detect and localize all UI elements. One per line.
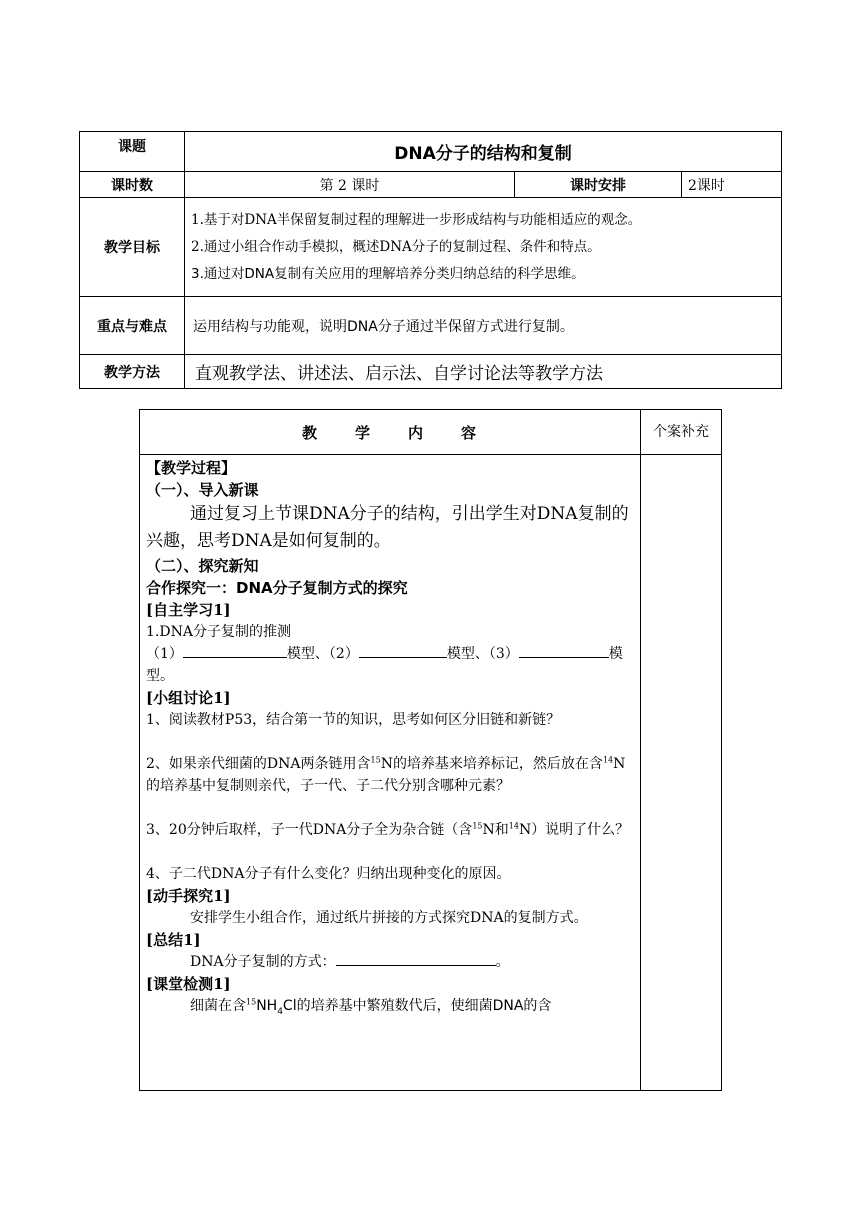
group-discussion-title: [小组讨论1] (146, 689, 231, 707)
topic-value: DNA分子的结构和复制 (185, 132, 782, 172)
test-title: [课堂检测1] (146, 975, 231, 993)
blank-line (359, 643, 447, 658)
blank-line (336, 951, 496, 966)
test-text: 细菌在含$^{15}NH_4Cl$的培养基中繁殖数代后，使细菌DNA的含 (190, 997, 552, 1017)
supplement-cell (641, 455, 722, 1091)
model-fill-in-end: 型。 (146, 668, 174, 684)
part2-title: （二）、探究新知 (146, 557, 259, 575)
hands-on-title: [动手探究1] (146, 887, 231, 905)
coop-title: 合作探究一：DNA分子复制方式的探究 (146, 579, 408, 597)
part1-text: 通过复习上节课DNA分子的结构，引出学生对DNA复制的兴趣，思考DNA是如何复制的。 (146, 504, 629, 551)
teaching-content-table (139, 409, 722, 1091)
process-title: 【教学过程】 (146, 459, 237, 477)
goal-item: 1.基于对DNA半保留复制过程的理解进一步形成结构与功能相适应的观念。 (191, 211, 642, 228)
goals-label: 教学目标 (80, 198, 185, 297)
key-points-value: 运用结构与功能观，说明DNA分子通过半保留方式进行复制。 (185, 297, 782, 355)
blank-line (183, 643, 287, 658)
self-study-item: 1.DNA分子复制的推测 (146, 624, 291, 640)
question-3: 3、20分钟后取样，子一代DNA分子全为杂合链（含$^{15}$N和$^{14}$N）说明了什么？ (146, 821, 630, 838)
key-points-label: 重点与难点 (80, 297, 185, 355)
self-study-title: [自主学习1] (146, 601, 231, 619)
period-label: 课时数 (80, 172, 185, 198)
question-1: 1、阅读教材P53，结合第一节的知识，思考如何区分旧链和新链？ (146, 712, 561, 728)
method-value: 直观教学法、讲述法、启示法、自学讨论法等教学方法 (185, 355, 782, 389)
goal-item: 3.通过对DNA复制有关应用的理解培养分类归纳总结的科学思维。 (191, 265, 585, 282)
goal-item: 2.通过小组合作动手模拟，概述DNA分子的复制过程、条件和特点。 (191, 238, 601, 255)
question-4: 4、子二代DNA分子有什么变化？归纳出现种变化的原因。 (146, 866, 511, 882)
content-body (140, 455, 641, 1091)
part1-title: （一）、导入新课 (146, 481, 259, 499)
model-fill-in: （1） 模型、（2） 模型、（3） 模 (146, 643, 636, 665)
hands-on-text: 安排学生小组合作，通过纸片拼接的方式探究DNA的复制方式。 (190, 910, 588, 926)
topic-label: 课题 (80, 132, 185, 172)
question-2: 2、如果亲代细菌的DNA两条链用含$^{15}$N的培养基来培养标记，然后放在含$^{14}$N的培养基中复制则亲代，子一代、子二代分别含哪种元素？ (146, 755, 626, 794)
supplement-column-header: 个案补充 (641, 410, 722, 455)
summary-text: DNA分子复制的方式： 。 (146, 951, 636, 973)
period-value: 第 2 课时 (185, 172, 515, 198)
content-column-header: 教 学 内 容 (140, 410, 641, 455)
schedule-value: 2课时 (682, 172, 782, 198)
lesson-info-table (79, 131, 782, 389)
summary-title: [总结1] (146, 931, 201, 949)
goals-list (185, 198, 782, 297)
method-label: 教学方法 (80, 355, 185, 389)
schedule-label: 课时安排 (515, 172, 682, 198)
blank-line (519, 643, 609, 658)
